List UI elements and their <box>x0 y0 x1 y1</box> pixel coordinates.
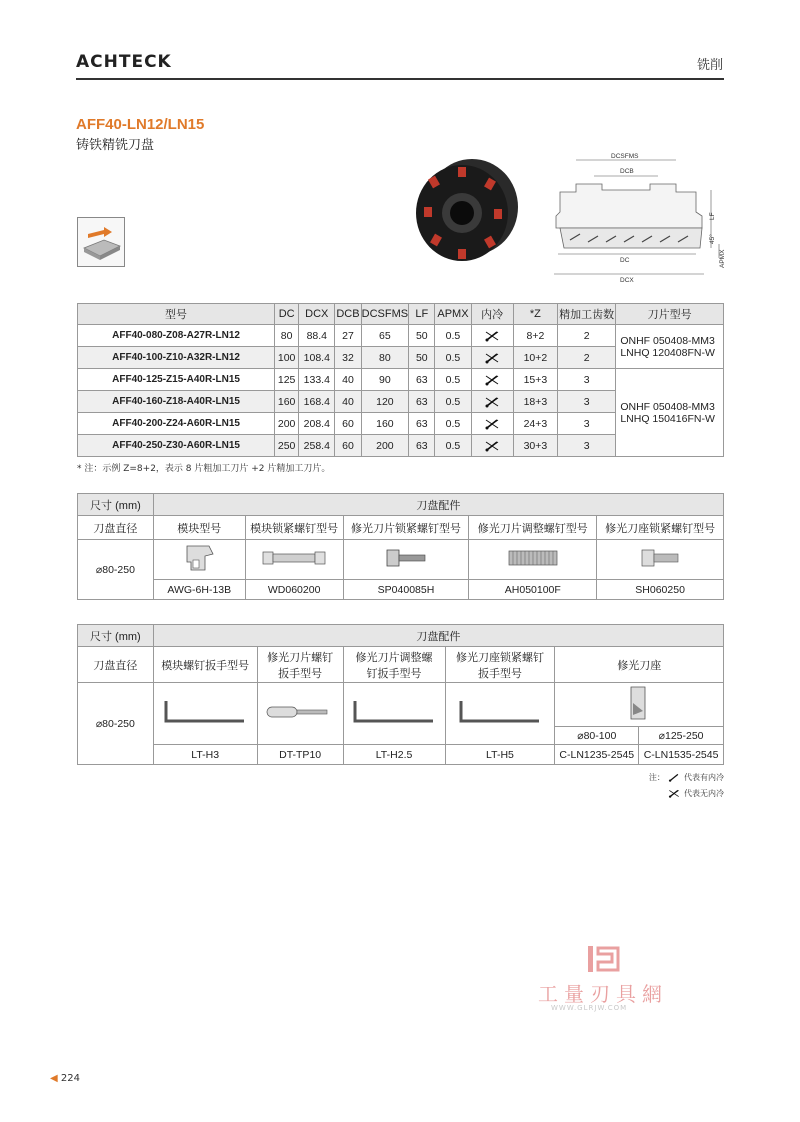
cell-fine: 2 <box>558 347 616 369</box>
cell-dcx: 208.4 <box>299 413 335 435</box>
col-module-screw: 模块锁紧螺钉型号 <box>245 516 343 540</box>
cell-lf: 63 <box>409 435 435 457</box>
col-dc: DC <box>275 304 299 325</box>
seat-range-a: ⌀80-100 <box>555 727 639 745</box>
cell-dcb: 60 <box>335 413 361 435</box>
col-adjust-screw: 修光刀片调整螺钉型号 <box>469 516 597 540</box>
cell-z: 18+3 <box>513 391 557 413</box>
cell-lf: 63 <box>409 413 435 435</box>
legend-without-coolant <box>667 788 724 799</box>
diameter-label: 刀盘直径 <box>78 647 154 683</box>
diameter-label: 刀盘直径 <box>78 516 154 540</box>
label-lf: LF <box>709 212 716 220</box>
watermark-logo-icon <box>584 944 624 974</box>
hex-key-image <box>445 683 555 745</box>
screw-image <box>469 540 597 580</box>
header-rule <box>76 78 724 80</box>
accessory-table-1 <box>77 493 724 600</box>
module-image <box>153 540 245 580</box>
col-insert-wrench <box>257 647 343 683</box>
code-seat-wrench: LT-H5 <box>445 745 555 765</box>
hex-key-image <box>153 683 257 745</box>
watermark-text: 工量刃具網 <box>538 982 668 1006</box>
cell-dcsfms: 120 <box>361 391 409 413</box>
material-icon <box>77 217 125 267</box>
col-lf: LF <box>409 304 435 325</box>
torx-driver-image <box>257 683 343 745</box>
cell-dcsfms: 90 <box>361 369 409 391</box>
size-label: 尺寸 (mm) <box>78 625 154 647</box>
brand-logo: ACHTECK <box>76 52 172 72</box>
col-text: 修光刀座锁紧螺钉 <box>455 651 544 664</box>
cell-dcsfms: 160 <box>361 413 409 435</box>
cell-apmx: 0.5 <box>435 413 471 435</box>
cell-insert-group-2 <box>616 369 724 457</box>
seat-range-b: ⌀125-250 <box>639 727 724 745</box>
table-row <box>78 325 724 347</box>
cell-dc: 250 <box>275 435 299 457</box>
cell-model: AFF40-250-Z30-A60R-LN15 <box>78 435 275 457</box>
col-finishing-seat: 修光刀座 <box>555 647 724 683</box>
cell-dcb: 40 <box>335 369 361 391</box>
cell-model: AFF40-100-Z10-A32R-LN12 <box>78 347 275 369</box>
watermark-url: WWW.GLRJW.COM <box>551 1004 628 1012</box>
cell-apmx: 0.5 <box>435 347 471 369</box>
cell-model: AFF40-080-Z08-A27R-LN12 <box>78 325 275 347</box>
label-dcb: DCB <box>620 168 634 175</box>
group-label: 刀盘配件 <box>153 625 723 647</box>
cell-model: AFF40-200-Z24-A60R-LN15 <box>78 413 275 435</box>
product-name: 铸铁精铣刀盘 <box>76 138 155 153</box>
col-adjust-wrench <box>343 647 445 683</box>
col-coolant: 内冷 <box>471 304 513 325</box>
col-dcb: DCB <box>335 304 361 325</box>
footnote: * 注：示例 Z=8+2，表示 8 片粗加工刀片 +2 片精加工刀片。 <box>77 464 331 474</box>
label-apmx: APMX <box>719 249 726 268</box>
cell-model: AFF40-160-Z18-A40R-LN15 <box>78 391 275 413</box>
cell-fine: 3 <box>558 435 616 457</box>
cell-lf: 63 <box>409 391 435 413</box>
col-model: 型号 <box>78 304 275 325</box>
code-adjust-screw: AH050100F <box>469 580 597 600</box>
col-insert: 刀片型号 <box>616 304 724 325</box>
col-text: 扳手型号 <box>278 667 323 680</box>
cell-dcx: 133.4 <box>299 369 335 391</box>
no-coolant-icon <box>471 435 513 457</box>
cell-apmx: 0.5 <box>435 325 471 347</box>
code-module-screw: WD060200 <box>245 580 343 600</box>
code-insert-wrench: DT-TP10 <box>257 745 343 765</box>
cell-z: 15+3 <box>513 369 557 391</box>
col-dcx: DCX <box>299 304 335 325</box>
diameter-range: ⌀80-250 <box>78 540 154 600</box>
cell-dcsfms: 80 <box>361 347 409 369</box>
legend-prefix: 注： <box>648 773 665 782</box>
code-insert-screw: SP040085H <box>343 580 469 600</box>
cell-fine: 3 <box>558 391 616 413</box>
section-title: 铣削 <box>696 58 723 73</box>
code-module: AWG-6H-13B <box>153 580 245 600</box>
cell-dcsfms: 65 <box>361 325 409 347</box>
label-dcsfms: DCSFMS <box>611 153 639 160</box>
cell-dcb: 60 <box>335 435 361 457</box>
cell-dcsfms: 200 <box>361 435 409 457</box>
insert-line: LNHQ 150416FN-W <box>620 412 715 425</box>
col-module: 模块型号 <box>153 516 245 540</box>
col-seat-wrench <box>445 647 555 683</box>
legend-with-coolant <box>649 772 724 783</box>
cell-dc: 100 <box>275 347 299 369</box>
technical-drawing <box>546 150 730 285</box>
cell-dcb: 27 <box>335 325 361 347</box>
cell-dcb: 32 <box>335 347 361 369</box>
cell-dc: 200 <box>275 413 299 435</box>
screw-image <box>597 540 724 580</box>
col-module-wrench: 模块螺钉扳手型号 <box>153 647 257 683</box>
no-coolant-icon <box>471 347 513 369</box>
hex-key-image <box>343 683 445 745</box>
seat-code-a: C-LN1235-2545 <box>555 745 639 765</box>
insert-line: ONHF 050408-MM3 <box>620 334 715 347</box>
code-seat-screw: SH060250 <box>597 580 724 600</box>
screw-image <box>343 540 469 580</box>
cell-insert-group-1 <box>616 325 724 369</box>
label-kapr: 45° <box>709 234 716 244</box>
code-adjust-wrench: LT-H2.5 <box>343 745 445 765</box>
col-text: 扳手型号 <box>477 667 522 680</box>
code-module-wrench: LT-H3 <box>153 745 257 765</box>
seat-image <box>555 683 724 727</box>
col-z: *Z <box>513 304 557 325</box>
coolant-icon <box>667 772 681 783</box>
page-number <box>50 1073 80 1084</box>
cell-lf: 50 <box>409 325 435 347</box>
cell-dcx: 168.4 <box>299 391 335 413</box>
no-coolant-icon <box>471 413 513 435</box>
product-code: AFF40-LN12/LN15 <box>76 116 205 133</box>
cell-dcx: 108.4 <box>299 347 335 369</box>
col-text: 修光刀片调整螺 <box>355 651 433 664</box>
col-dcsfms: DCSFMS <box>361 304 409 325</box>
cell-fine: 2 <box>558 325 616 347</box>
cell-dc: 160 <box>275 391 299 413</box>
cell-dc: 80 <box>275 325 299 347</box>
table-row <box>78 369 724 391</box>
cell-dcx: 88.4 <box>299 325 335 347</box>
cell-dcb: 40 <box>335 391 361 413</box>
cell-dc: 125 <box>275 369 299 391</box>
col-insert-screw: 修光刀片锁紧螺钉型号 <box>343 516 469 540</box>
no-coolant-icon <box>471 369 513 391</box>
insert-line: LNHQ 120408FN-W <box>620 346 715 359</box>
col-fine-teeth: 精加工齿数 <box>558 304 616 325</box>
legend-text: 代表有内冷 <box>684 773 724 782</box>
seat-code-b: C-LN1535-2545 <box>639 745 724 765</box>
cutter-photo <box>410 155 522 267</box>
col-text: 钉扳手型号 <box>366 667 422 680</box>
legend-text: 代表无内冷 <box>684 789 724 798</box>
cell-apmx: 0.5 <box>435 391 471 413</box>
col-text: 修光刀片螺钉 <box>267 651 334 664</box>
spec-header-row <box>78 304 724 325</box>
accessory-table-2 <box>77 624 724 765</box>
label-dc: DC <box>620 257 630 264</box>
cell-z: 8+2 <box>513 325 557 347</box>
cell-apmx: 0.5 <box>435 369 471 391</box>
screw-image <box>245 540 343 580</box>
cell-lf: 63 <box>409 369 435 391</box>
cell-dcx: 258.4 <box>299 435 335 457</box>
col-apmx: APMX <box>435 304 471 325</box>
group-label: 刀盘配件 <box>153 494 723 516</box>
cell-apmx: 0.5 <box>435 435 471 457</box>
label-dcx: DCX <box>620 277 634 284</box>
cell-lf: 50 <box>409 347 435 369</box>
no-coolant-icon <box>471 325 513 347</box>
insert-line: ONHF 050408-MM3 <box>620 400 715 413</box>
cell-model: AFF40-125-Z15-A40R-LN15 <box>78 369 275 391</box>
triangle-left-icon: ◀ <box>50 1073 58 1084</box>
cell-z: 10+2 <box>513 347 557 369</box>
spec-table <box>77 303 724 457</box>
no-coolant-icon <box>667 788 681 799</box>
cell-z: 30+3 <box>513 435 557 457</box>
col-seat-screw: 修光刀座锁紧螺钉型号 <box>597 516 724 540</box>
cell-z: 24+3 <box>513 413 557 435</box>
cell-fine: 3 <box>558 413 616 435</box>
no-coolant-icon <box>471 391 513 413</box>
diameter-range: ⌀80-250 <box>78 683 154 765</box>
page-number-text: 224 <box>60 1073 80 1084</box>
cell-fine: 3 <box>558 369 616 391</box>
size-label: 尺寸 (mm) <box>78 494 154 516</box>
